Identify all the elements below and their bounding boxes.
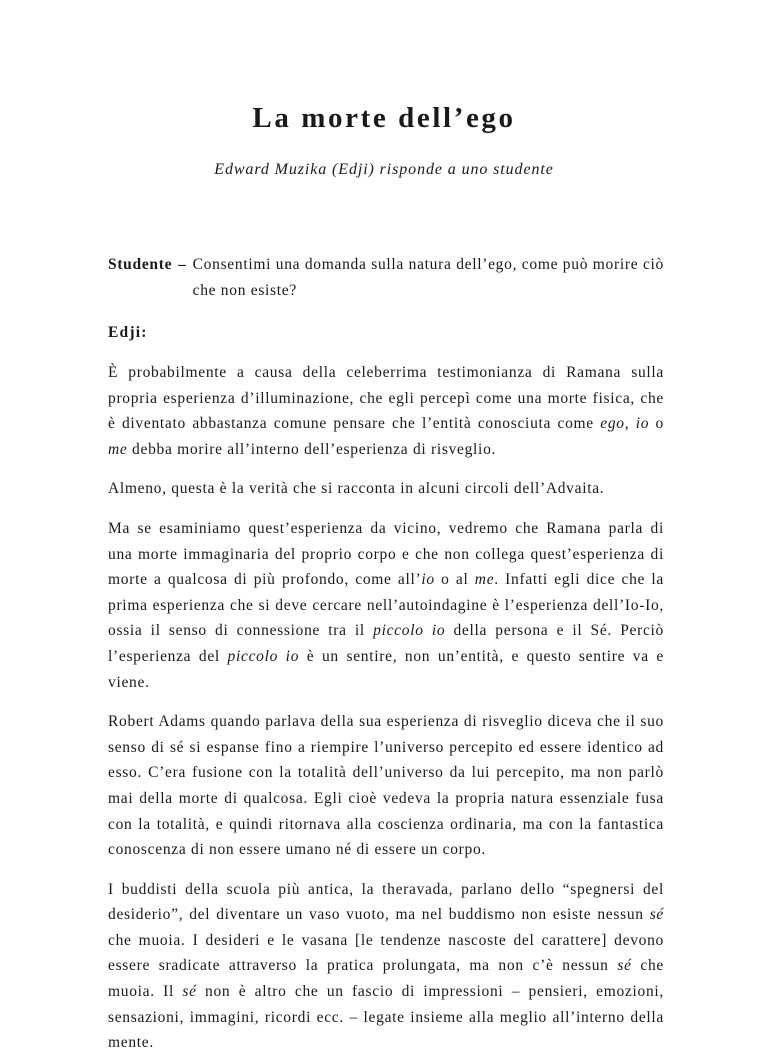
paragraph-text: . Infatti egli dice che la prima esperienza che si deve cercare nell’autoindagine è l’esperienza dell’Io-Io, ossia il senso di connessione tra il (108, 571, 664, 640)
emphasis-text: me (108, 440, 128, 458)
paragraph-text: non è altro che un fascio di impressioni – pensieri, emozioni, sensazioni, immagini, ricordi ecc. – legate insieme alla meglio all’interno della mente. (108, 983, 664, 1052)
document-subtitle: Edward Muzika (Edji) risponde a uno studente (214, 161, 554, 178)
answer-paragraph (108, 877, 664, 1056)
student-dash: – (178, 256, 187, 273)
paragraph-text: o (649, 415, 664, 433)
emphasis-text: piccolo io (227, 647, 300, 665)
answer-paragraph (108, 516, 664, 695)
paragraph-text: della persona e il Sé. Perciò l’esperienza del (108, 622, 664, 665)
edji-label: Edji: (108, 324, 148, 341)
paragraph-text: Ma se esaminiamo quest’esperienza da vicino, vedremo che Ramana parla di una morte immaginaria del proprio corpo e che non collega quest’esperienza di morte a qualcosa di più profondo, come all’ (108, 519, 664, 589)
paragraph-text: , (624, 415, 636, 433)
emphasis-text: piccolo io (373, 622, 446, 640)
emphasis-text: sé (182, 983, 197, 1001)
document-title: La morte dell’ego (252, 102, 516, 134)
qa-section (108, 252, 664, 1056)
paragraph-text: debba morire all’interno dell’esperienza di risveglio. (127, 440, 497, 458)
answer-body (108, 360, 664, 1056)
paragraph-text: È probabilmente a causa della celeberrima testimonianza di Ramana sulla propria esperienza d’illuminazione, che egli percepì come una morte fisica, che è diventato abbastanza comune pensare che l’entità conosciuta come (108, 364, 664, 433)
emphasis-text: ego (600, 415, 625, 433)
emphasis-text: io (635, 415, 650, 433)
student-label: Studente (108, 256, 173, 273)
emphasis-text: me (474, 571, 495, 589)
answer-paragraph (108, 709, 664, 863)
paragraph-text: I buddisti della scuola più antica, la theravada, parlano dello “spegnersi del desiderio”, del diventare un vaso vuoto, ma nel buddismo non esiste nessun (108, 880, 664, 924)
paragraph-text: Almeno, questa è la verità che si racconta in alcuni circoli dell’Advaita. (108, 480, 605, 498)
paragraph-text: è un sentire, non un’entità, e questo sentire va e viene. (108, 647, 664, 691)
answer-paragraph (108, 360, 664, 462)
emphasis-text: sé (617, 957, 632, 975)
emphasis-text: io (421, 571, 435, 589)
paragraph-text: Robert Adams quando parlava della sua esperienza di risveglio diceva che il suo senso di sé si espanse fino a riempire l’universo percepito ed essere identico ad esso. C’era fusione con la totalità dell’universo da lui percepito, ma non parlò mai della morte di qualcosa. Egli cioè vedeva la propria natura essenziale fusa con la totalità, e quindi ritornava alla coscienza ordinaria, ma con la fantastica conoscenza di non essere umano né di essere un corpo. (108, 713, 664, 859)
paragraph-text: o al (434, 571, 475, 589)
paragraph-text: che muoia. Il (108, 957, 665, 1001)
paragraph-text: che muoia. I desideri e le vasana [le tendenze nascoste del carattere] devono essere sradicate attraverso la pratica prolungata, ma non c’è nessun (108, 931, 664, 975)
student-question-text: Consentimi una domanda sulla natura dell’ego, come può morire ciò che non esiste? (192, 256, 664, 299)
student-question (108, 252, 664, 304)
emphasis-text: sé (649, 906, 664, 924)
answer-paragraph (108, 476, 664, 502)
